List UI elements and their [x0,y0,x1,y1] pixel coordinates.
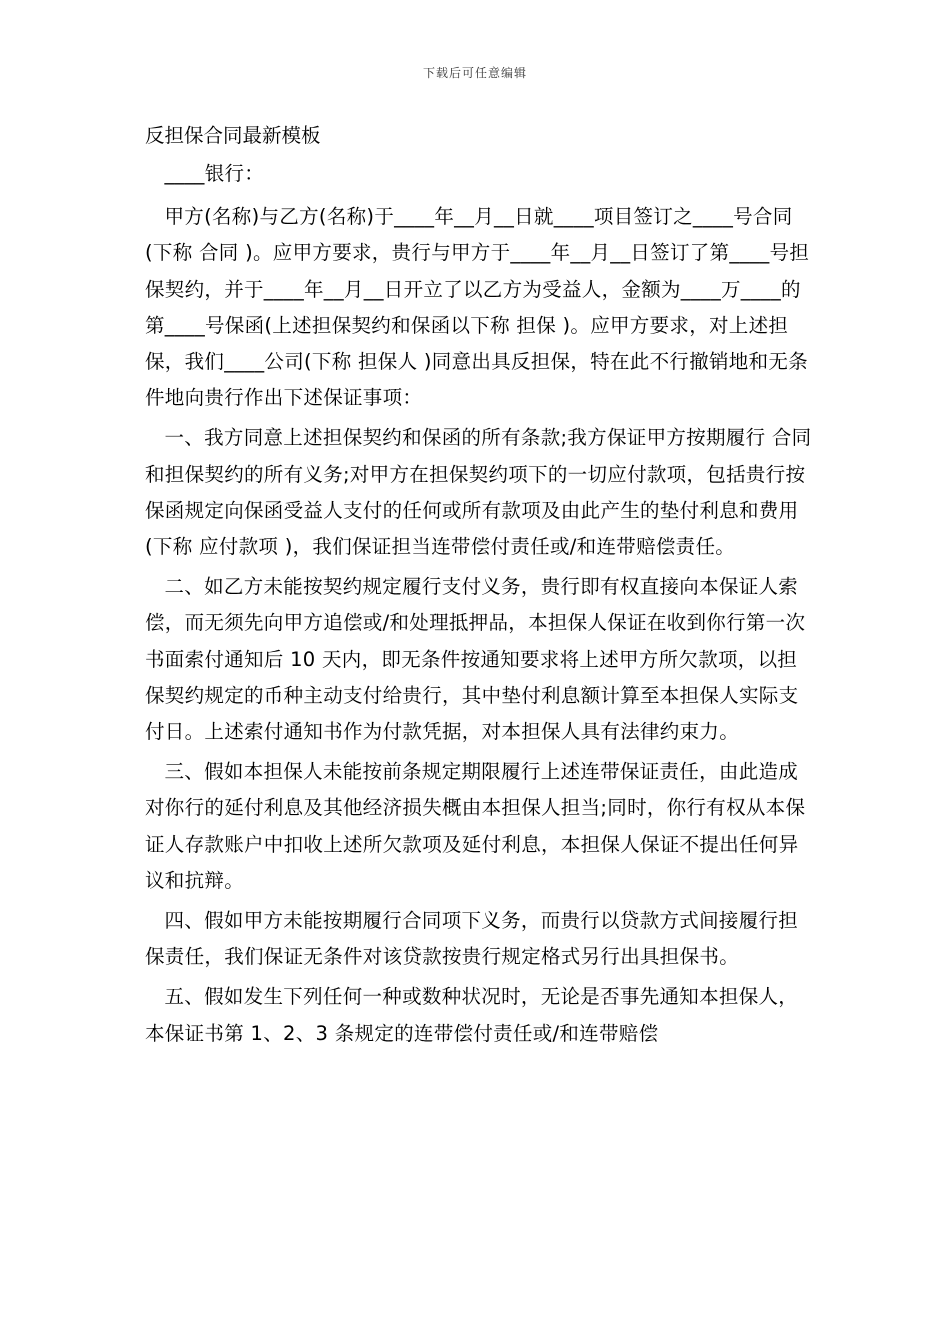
document-body [145,118,813,1052]
paragraph-clause-4: 四、假如甲方未能按期履行合同项下义务，而贵行以贷款方式间接履行担保责任，我们保证无条件对该贷款按贵行规定格式另行出具担保书。 [145,909,799,969]
paragraph-clause-2: 二、如乙方未能按契约规定履行支付义务，贵行即有权直接向本保证人索偿，而无须先向甲方追偿或/和处理抵押品，本担保人保证在收到你行第一次书面索付通知后 10 天内，即无条件按通知要求将上述甲方所欠款项，以担保契约规定的币种主动支付给贵行，其中垫付利息额计算至本担保人实际支付日。上述索付通知书作为付款凭据，对本担保人具有法律约束力。 [145,575,806,744]
paragraph-clause-3: 三、假如本担保人未能按前条规定期限履行上述连带保证责任，由此造成对你行的延付利息及其他经济损失概由本担保人担当;同时，你行有权从本保证人存款账户中扣收上述所欠款项及延付利息，本担保人保证不提出任何异议和抗辩。 [145,760,806,892]
page-header: 下载后可任意编辑 [422,66,527,80]
paragraph-clause-5: 五、假如发生下列任何一种或数种状况时，无论是否事先通知本担保人，本保证书第 1、2、3 条规定的连带偿付责任或/和连带赔偿 [145,985,799,1045]
document-title: 反担保合同最新模板 [145,124,321,147]
paragraph-clause-1: 一、我方同意上述担保契约和保函的所有条款;我方保证甲方按期履行 合同 和担保契约的所有义务;对甲方在担保契约项下的一切应付款项，包括贵行按保函规定向保函受益人支付的任何或所有款项及由此产生的垫付利息和费用(下称 应付款项 )，我们保证担当连带偿付责任或/和连带赔偿责任。 [145,426,812,559]
paragraph-intro: 甲方(名称)与乙方(名称)于____年__月__日就____项目签订之____号合同(下称 合同 )。应甲方要求，贵行与甲方于____年__月__日签订了第____号担保契约，并于____年__月__日开立了以乙方为受益人，金额为____万____的第____号保函(上述担保契约和保函以下称 担保 )。应甲方要求，对上述担保，我们____公司(下称 担保人 )同意出具反担保，特在此不行撤销地和无条件地向贵行作出下述保证事项： [145,205,810,410]
salutation: ____银行： [164,162,265,185]
